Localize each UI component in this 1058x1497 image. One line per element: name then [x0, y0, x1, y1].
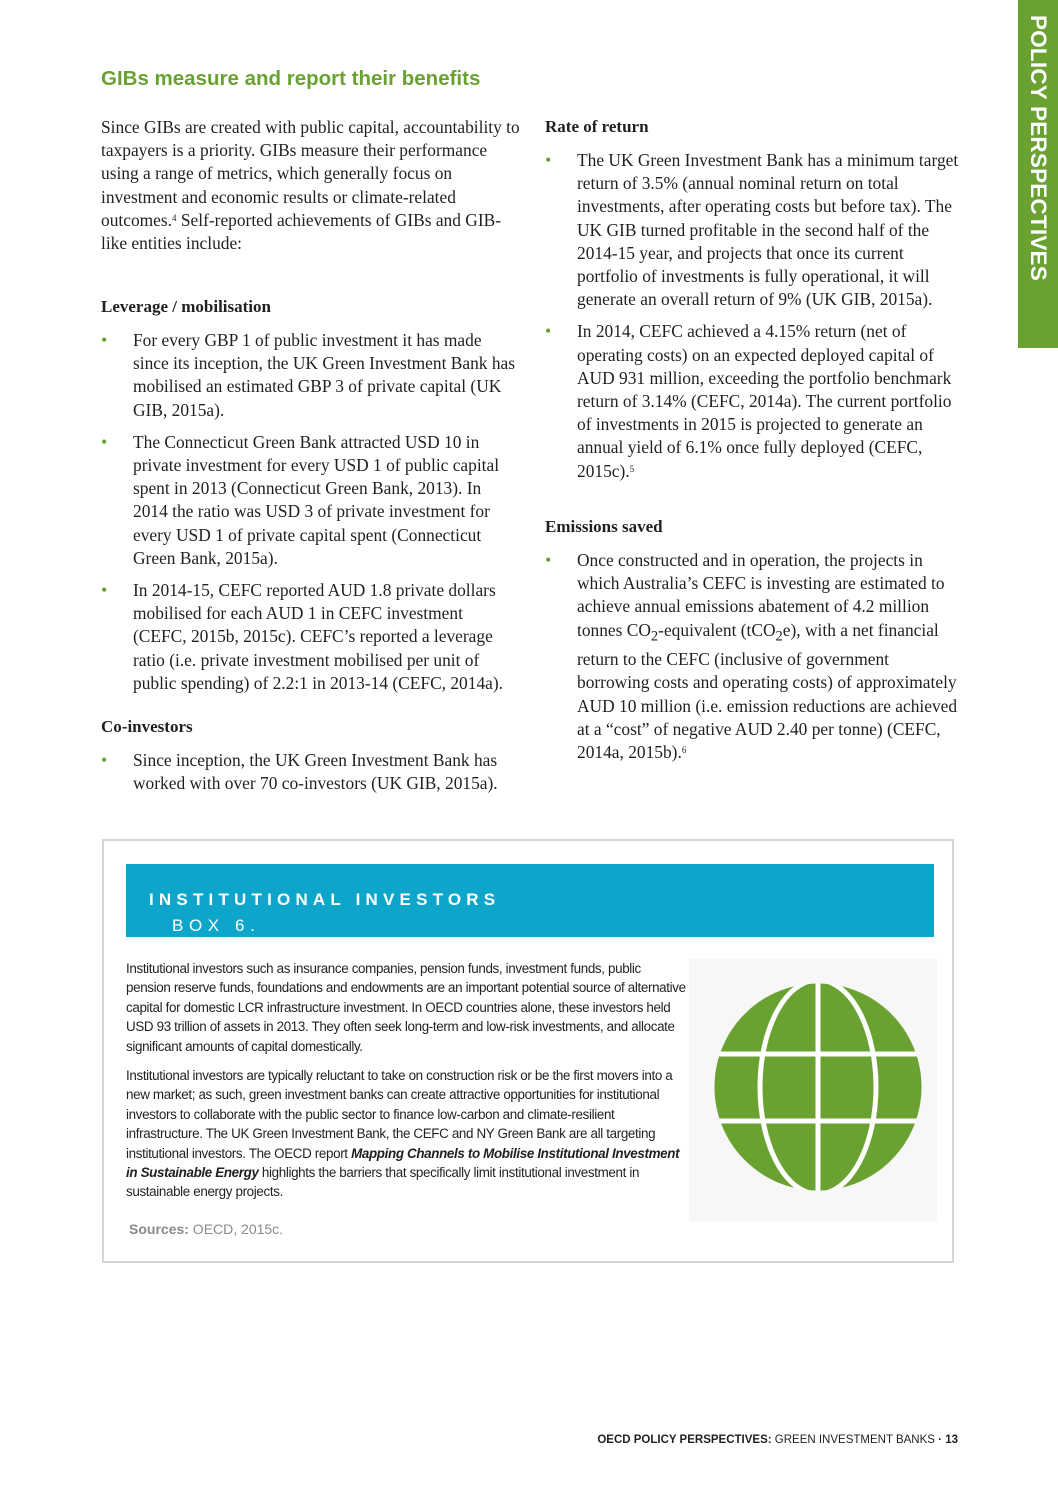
- rate-of-return-heading: Rate of return: [545, 117, 649, 136]
- side-tab-label: POLICY PERSPECTIVES: [1026, 15, 1051, 281]
- rate-of-return-list: [545, 149, 961, 492]
- footnote-ref: 6: [681, 745, 687, 756]
- coinvestors-list: [101, 749, 506, 804]
- page-footer: OECD POLICY PERSPECTIVES: GREEN INVESTMENT BANKS · 13: [597, 1434, 958, 1446]
- box-header: [126, 864, 934, 937]
- box-title: BOX 6. INSTITUTIONAL INVESTORS: [149, 890, 501, 935]
- emissions-heading: Emissions saved: [545, 517, 663, 536]
- page-number: 13: [945, 1434, 958, 1446]
- list-item: • The Connecticut Green Bank attracted USD 10 in private investment for every USD 1 of public capital spent in 2013 (Connecticut Green Bank, 2013). In 2014 the ratio was USD 3 of private investment for every USD 1 of private capital spent (Connecticut Green Bank, 2015a).: [101, 431, 519, 570]
- box-paragraph: Institutional investors are typically reluctant to take on construction risk or be the first movers into a new market; as such, green investment banks can create attractive opportunities for institutional investors to collaborate with the public sector to finance low-carbon and climate-resilient infrastructure. The UK Green Investment Bank, the CEFC and NY Green Bank are all targeting institutional investors. The OECD report Mapping Channels to Mobilise Institutional Investment in Sustainable Energy highlights the barriers that specifically limit institutional investment in sustainable energy projects.: [126, 1068, 680, 1200]
- section-title: GIBs measure and report their benefits: [101, 67, 481, 90]
- leverage-list: [101, 329, 519, 704]
- intro-paragraph: Since GIBs are created with public capital, accountability to taxpayers is a priority. GIBs measure their performance using a range of metrics, which generally focus on investment and economic results or climate-related outcomes.$^4$ Self-reported achievements of GIBs and GIB-like entities include:: [101, 117, 520, 254]
- list-item: • In 2014, CEFC achieved a 4.15% return (net of operating costs) on an expected deployed capital of AUD 931 million, exceeding the portfolio benchmark return of 3.14% (CEFC, 2014a). The current portfolio of investments in 2015 is projected to generate an annual yield of 6.1% once fully deployed (CEFC, 2015c).$^5$: [545, 320, 961, 482]
- list-item: • In 2014-15, CEFC reported AUD 1.8 private dollars mobilised for each AUD 1 in CEFC investment (CEFC, 2015b, 2015c). CEFC’s reported a leverage ratio (i.e. private investment mobilised per unit of public spending) of 2.2:1 in 2013-14 (CEFC, 2014a).: [101, 579, 519, 695]
- footnote-ref: 5: [629, 463, 635, 474]
- box-body: [126, 959, 688, 1212]
- box-institutional-investors: [102, 839, 954, 1263]
- leverage-heading: Leverage / mobilisation: [101, 297, 271, 316]
- box-paragraph: Institutional investors such as insurance companies, pension funds, investment funds, public pension reserve funds, foundations and endowments are an important potential source of alternative capital for domestic LCR infrastructure investment. In OECD countries alone, these investors held USD 93 trillion of assets in 2013. They often seek long-term and low-risk investments, and allocate significant amounts of capital domestically.: [126, 961, 686, 1054]
- report-title: Mapping Channels to Mobilise Institutional Investment in Sustainable Energy: [126, 1145, 680, 1181]
- emissions-list: [545, 549, 961, 773]
- coinvestors-heading: Co-investors: [101, 717, 193, 736]
- box-sources: Sources: OECD, 2015c.: [129, 1221, 284, 1237]
- list-item: • Since inception, the UK Green Investment Bank has worked with over 70 co-investors (UK GIB, 2015a).: [101, 749, 506, 795]
- globe-icon: [689, 959, 937, 1221]
- side-tab: [1018, 0, 1058, 348]
- globe-panel: [689, 959, 937, 1221]
- list-item: • For every GBP 1 of public investment it has made since its inception, the UK Green Investment Bank has mobilised an estimated GBP 3 of private capital (UK GIB, 2015a).: [101, 329, 519, 422]
- footnote-ref: 4: [172, 212, 177, 223]
- list-item: • The UK Green Investment Bank has a minimum target return of 3.5% (annual nominal return on total investments, after operating costs but before tax). The UK GIB turned profitable in the second half of the 2014-15 year, and projects that once its current portfolio of investments is fully operational, it will generate an overall return of 9% (UK GIB, 2015a).: [545, 149, 961, 311]
- list-item: • Once constructed and in operation, the projects in which Australia’s CEFC is investing are estimated to achieve annual emissions abatement of 4.2 million tonnes $CO_2$-equivalent (tCO$_2$e), with a net financial return to the CEFC (inclusive of government borrowing costs and operating costs) of approximately AUD 10 million (i.e. emission reductions are achieved at a “cost” of negative AUD 2.40 per tonne) (CEFC, 2014a, 2015b).$^6$: [545, 549, 961, 764]
